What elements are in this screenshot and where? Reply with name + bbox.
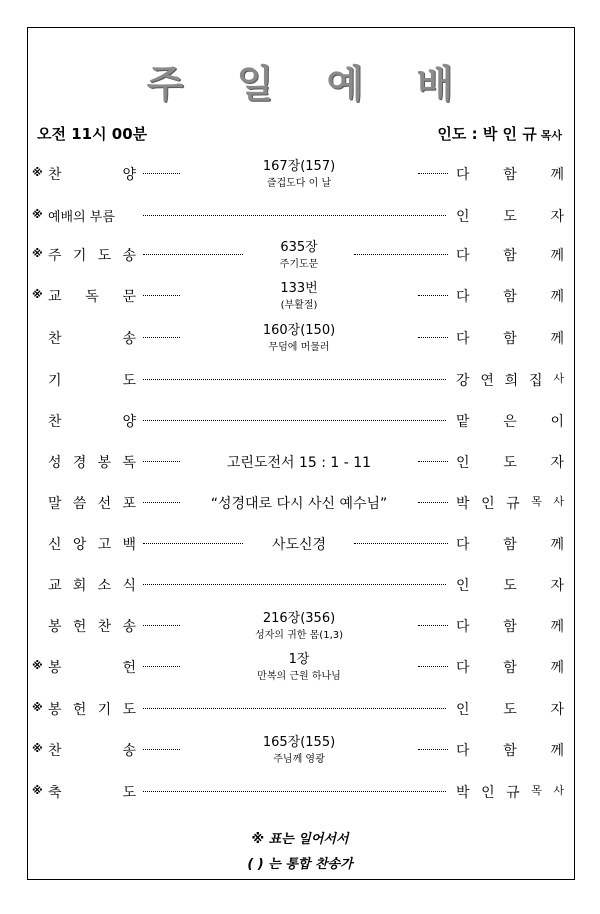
item-label: 봉 헌	[48, 660, 136, 676]
item-label: 신 앙 고 백	[48, 537, 136, 553]
item-label: 교 회 소 식	[48, 578, 136, 594]
item-detail	[180, 731, 418, 765]
hymn-title: 만복의 근원 하나님	[257, 671, 341, 682]
item-detail	[180, 236, 418, 270]
item-responsible: 인 도 자	[456, 702, 564, 718]
item-responsible: 인 도 자	[456, 455, 564, 471]
hymn-number: 165장(155)	[262, 735, 336, 750]
order-item	[0, 442, 600, 482]
dotted-leader	[143, 791, 446, 792]
standing-mark: ※	[32, 701, 43, 714]
item-label: 주 기 도 송	[48, 248, 136, 264]
dotted-leader	[143, 173, 180, 174]
item-detail: 고린도전서 15 : 1 - 11	[226, 455, 372, 471]
standing-mark: ※	[32, 166, 43, 179]
item-label: 찬 송	[48, 331, 136, 347]
order-item	[0, 196, 600, 236]
dotted-leader	[418, 337, 448, 338]
order-item	[0, 524, 600, 564]
dotted-leader	[143, 215, 446, 216]
service-time: 오전 11시 00분	[37, 125, 148, 143]
order-item	[0, 235, 600, 275]
item-responsible: 다 함 께	[456, 537, 564, 553]
item-responsible: 박 인 규 목 사	[456, 495, 564, 512]
hymn-title: 주님께 영광	[273, 754, 325, 765]
dotted-leader	[143, 295, 180, 296]
item-label: 예배의 부름	[48, 210, 115, 225]
standing-mark: ※	[32, 659, 43, 672]
dotted-leader	[418, 749, 448, 750]
item-responsible: 박 인 규 목 사	[456, 784, 564, 801]
item-detail	[180, 277, 418, 311]
hymn-number: 160장(150)	[262, 323, 336, 338]
item-responsible: 인 도 자	[456, 578, 564, 594]
dotted-leader	[143, 708, 446, 709]
order-item	[0, 276, 600, 316]
dotted-leader	[418, 625, 448, 626]
item-responsible: 맡 은 이	[456, 414, 564, 430]
hymn-number: 216장(356)	[262, 611, 336, 626]
item-label: 교 독 문	[48, 289, 136, 305]
item-label: 찬 양	[48, 167, 136, 183]
item-label: 찬 송	[48, 743, 136, 759]
hymn-number: 133번	[280, 281, 318, 296]
dotted-leader	[143, 420, 446, 421]
hymn-title: (부활절)	[280, 300, 318, 311]
page-title: 주 일 예 배	[146, 62, 474, 106]
order-item	[0, 606, 600, 646]
standing-mark: ※	[32, 247, 43, 260]
dotted-leader	[143, 584, 446, 585]
item-detail: 사도신경	[271, 537, 327, 553]
dotted-leader	[418, 173, 448, 174]
standing-mark: ※	[32, 208, 43, 221]
leader-name: 인도 : 박 인 규	[437, 125, 537, 143]
order-item	[0, 730, 600, 770]
item-responsible: 다 함 께	[456, 167, 564, 183]
item-responsible: 다 함 께	[456, 619, 564, 635]
item-responsible: 다 함 께	[456, 660, 564, 676]
hymn-title: 성자의 귀한 몸(1,3)	[254, 630, 344, 641]
standing-mark: ※	[32, 742, 43, 755]
item-label: 봉 헌 기 도	[48, 702, 136, 718]
hymn-number: 635장	[280, 240, 318, 255]
dotted-leader	[143, 461, 180, 462]
dotted-leader	[143, 625, 180, 626]
item-responsible: 다 함 께	[456, 331, 564, 347]
item-label: 축 도	[48, 785, 136, 801]
standing-mark: ※	[32, 288, 43, 301]
item-label: 기 도	[48, 373, 136, 389]
hymn-number: 167장(157)	[262, 159, 336, 174]
note-standing: ※ 표는 일어서서	[251, 832, 349, 847]
item-responsible: 다 함 께	[456, 743, 564, 759]
item-responsible: 다 함 께	[456, 248, 564, 264]
hymn-number: 1장	[288, 652, 310, 667]
item-detail	[180, 319, 418, 353]
item-detail	[180, 155, 418, 189]
note-hymnal: ( ) 는 통합 찬송가	[247, 857, 353, 872]
hymn-title: 무덤에 머물러	[268, 342, 330, 353]
item-detail	[180, 648, 418, 682]
item-detail	[180, 607, 418, 641]
item-responsible: 강 연 희 집 사	[456, 372, 564, 389]
hymn-title: 주기도문	[279, 259, 319, 270]
dotted-leader	[418, 502, 448, 503]
item-label: 봉 헌 찬 송	[48, 619, 136, 635]
item-responsible: 인 도 자	[456, 209, 564, 225]
dotted-leader	[418, 295, 448, 296]
dotted-leader	[143, 502, 180, 503]
order-item	[0, 401, 600, 441]
order-item	[0, 154, 600, 194]
dotted-leader	[143, 749, 180, 750]
dotted-leader	[143, 337, 180, 338]
dotted-leader	[143, 379, 446, 380]
standing-mark: ※	[32, 784, 43, 797]
order-item	[0, 689, 600, 729]
order-item	[0, 483, 600, 523]
dotted-leader	[143, 666, 180, 667]
item-detail: “성경대로 다시 사신 예수님”	[210, 496, 388, 512]
item-responsible: 다 함 께	[456, 289, 564, 305]
service-leader	[437, 123, 562, 144]
order-item	[0, 647, 600, 687]
item-label: 찬 양	[48, 414, 136, 430]
hymn-title: 즐겁도다 이 날	[266, 178, 332, 189]
leader-title: 목사	[540, 129, 562, 142]
item-label: 성 경 봉 독	[48, 455, 136, 471]
order-item	[0, 360, 600, 400]
order-item	[0, 772, 600, 812]
item-label: 말 씀 선 포	[48, 496, 136, 512]
dotted-leader	[418, 666, 448, 667]
order-item	[0, 318, 600, 358]
dotted-leader	[418, 461, 448, 462]
order-item	[0, 565, 600, 605]
